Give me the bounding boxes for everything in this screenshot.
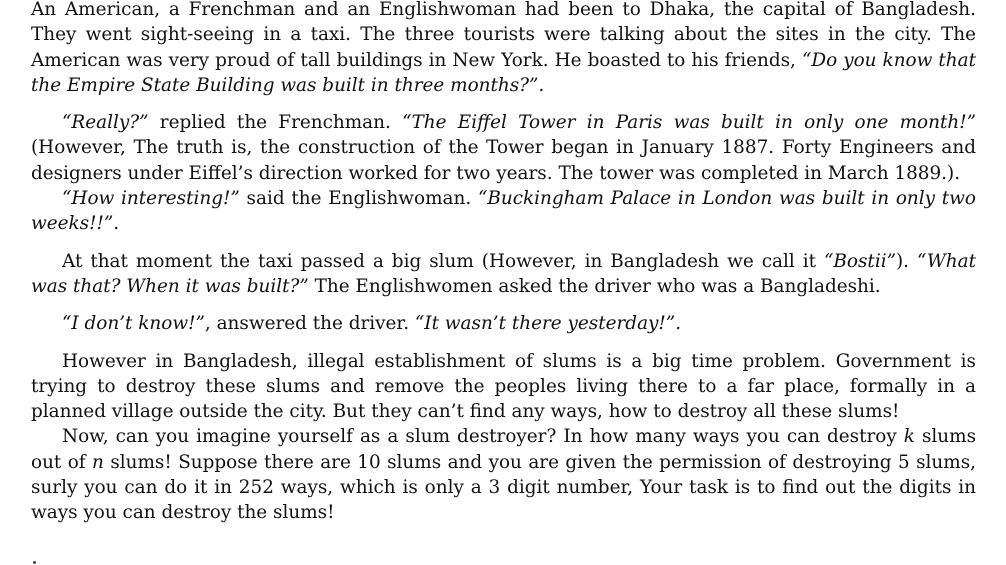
american-quote: “Do you know that the Empire State Building was built in three months?”.: [31, 49, 976, 96]
dont-know-quote: “I don’t know!”: [62, 313, 205, 335]
problem-text: However in Bangladesh, illegal establishment of slums is a big time problem. Government is trying to destroy these slums and remove the peoples living there to a far place, formally in a planned village outside the city. But they can’t find any ways, how to destroy all these slums!: [31, 350, 976, 423]
paragraph-frenchman: [31, 110, 976, 186]
paragraph-task: [31, 424, 976, 525]
paragraph-englishwoman: [31, 186, 976, 237]
frenchman-really-quote: “Really?”: [62, 112, 149, 134]
englishwoman-said-text: said the Englishwoman.: [239, 188, 478, 210]
yesterday-quote: “It wasn’t there yesterday!”.: [414, 313, 682, 335]
problem-statement: [31, 0, 976, 526]
bostii-quote: “Bostii”: [824, 250, 896, 272]
intro-text: An American, a Frenchman and an Englishwoman had been to Dhaka, the capital of Bangladesh. They went sight-seeing in a taxi. The three tourists were talking about the sites in the city. The American was very proud of tall buildings in New York. He boasted to his friends,: [31, 0, 976, 71]
task-text: Now, can you imagine yourself as a slum destroyer? In how many ways you can destroy: [62, 426, 904, 448]
variable-n: n: [92, 451, 104, 473]
eiffel-fact-text: (However, The truth is, the construction of the Tower began in January 1887. Forty Engineers and designers under Eiffel’s direction worked for two years. The tower was completed in March 1889.).: [31, 137, 976, 184]
slum-text: At that moment the taxi passed a big slum (However, in Bangladesh we call it: [62, 250, 824, 272]
variable-k: k: [903, 426, 915, 448]
paragraph-driver: [31, 311, 976, 336]
paragraph-problem: [31, 349, 976, 425]
frenchman-reply-text: replied the Frenchman.: [148, 112, 403, 134]
driver-question-text: The Englishwomen asked the driver who was a Bangladeshi.: [308, 275, 881, 297]
slum-close-paren: ).: [895, 250, 917, 272]
eiffel-quote: “The Eiffel Tower in Paris was built in only one month!”: [402, 112, 976, 134]
driver-answer-text: , answered the driver.: [204, 313, 415, 335]
paragraph-intro: [31, 0, 976, 98]
task-text-end: slums! Suppose there are 10 slums and you are given the permission of destroying 5 slums, surly you can do it in 252 ways, which is only a 3 digit number, Your task is to find out the digits in ways you can destroy the slums!: [31, 451, 976, 524]
task-text-mid: slums out of: [31, 426, 977, 473]
buckingham-quote: “Buckingham Palace in London was built in only two weeks!!”.: [31, 188, 976, 235]
stray-dot: [33, 561, 36, 564]
paragraph-slum: [31, 249, 976, 300]
what-was-that-quote: “What was that? When it was built?”: [31, 250, 976, 297]
interesting-quote: “How interesting!”: [62, 188, 240, 210]
